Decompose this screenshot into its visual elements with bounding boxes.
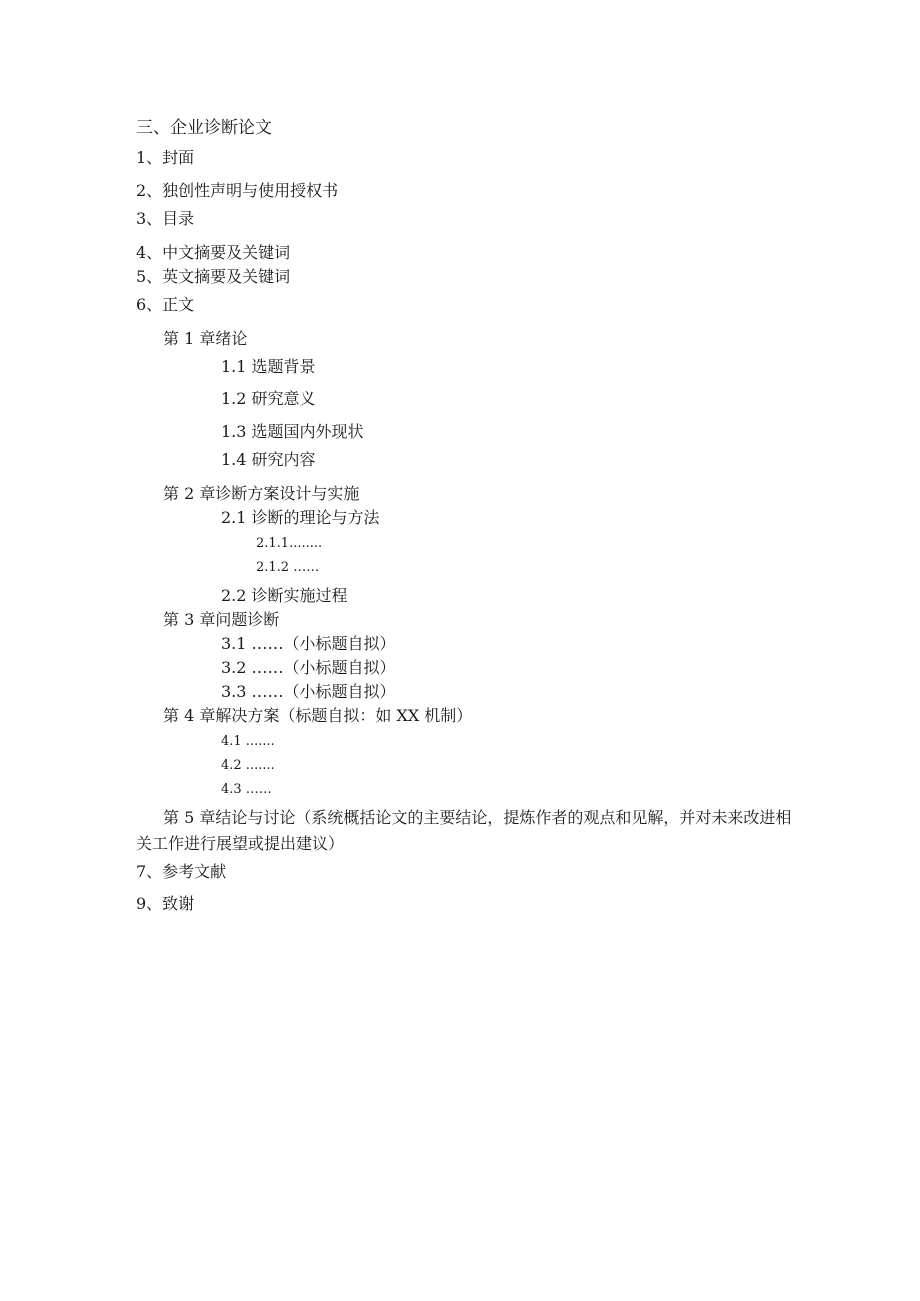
section-title: 三、企业诊断论文 [136, 118, 272, 138]
chapter-4-sub-2: 4.2 ....... [221, 758, 275, 773]
chapter-2-sub-1-1: 2.1.1........ [256, 536, 323, 551]
chapter-1-sub-2: 1.2 研究意义 [221, 389, 316, 408]
list-item-body: 6、正文 [136, 295, 195, 314]
list-item-references: 7、参考文献 [136, 862, 227, 881]
list-item-cn-abstract: 4、中文摘要及关键词 [136, 243, 291, 262]
chapter-3-sub-1: 3.1 ……（小标题自拟） [221, 634, 396, 653]
list-item-en-abstract: 5、英文摘要及关键词 [136, 267, 291, 286]
chapter-3-sub-3: 3.3 ……（小标题自拟） [221, 682, 396, 701]
chapter-4-title: 第 4 章解决方案（标题自拟：如 XX 机制） [163, 706, 473, 725]
chapter-1-title: 第 1 章绪论 [163, 329, 248, 348]
chapter-2-sub-1-2: 2.1.2 …… [256, 560, 320, 575]
list-item-cover: 1、封面 [136, 148, 195, 167]
list-item-acknowledgements: 9、致谢 [136, 894, 195, 913]
chapter-5-paragraph: 第 5 章结论与讨论（系统概括论文的主要结论，提炼作者的观点和见解，并对未来改进相关工作进行展望或提出建议） [136, 808, 792, 853]
chapter-1-sub-4: 1.4 研究内容 [221, 450, 316, 469]
chapter-2-title: 第 2 章诊断方案设计与实施 [163, 484, 360, 503]
list-item-toc: 3、目录 [136, 209, 195, 228]
chapter-1-sub-1: 1.1 选题背景 [221, 357, 316, 376]
chapter-3-sub-2: 3.2 ……（小标题自拟） [221, 658, 396, 677]
chapter-4-sub-1: 4.1 ....... [221, 734, 275, 749]
chapter-2-sub-1: 2.1 诊断的理论与方法 [221, 508, 380, 527]
chapter-1-sub-3: 1.3 选题国内外现状 [221, 422, 364, 441]
chapter-2-sub-2: 2.2 诊断实施过程 [221, 586, 348, 605]
chapter-4-sub-3: 4.3 …… [221, 782, 272, 797]
list-item-declaration: 2、独创性声明与使用授权书 [136, 181, 339, 200]
chapter-3-title: 第 3 章问题诊断 [163, 610, 280, 629]
